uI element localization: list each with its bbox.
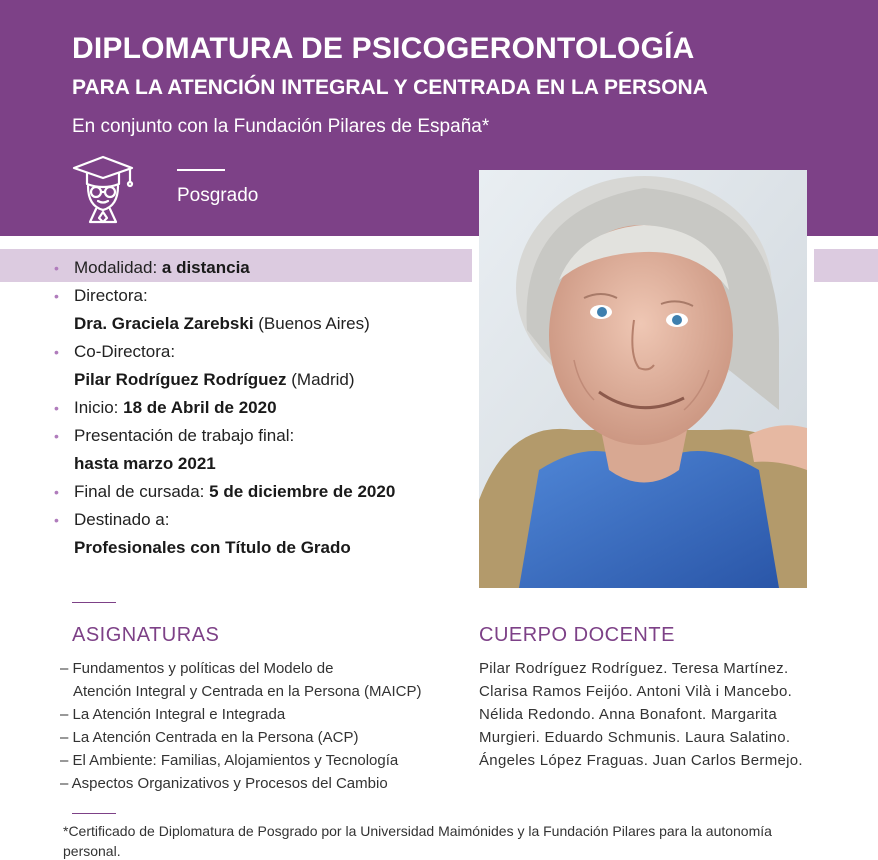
footnote: *Certificado de Diplomatura de Posgrado por la Universidad Maimónides y la Fundación Pilares para la autonomía personal.: [63, 823, 772, 859]
section-divider: [72, 602, 116, 603]
level-label: Posgrado: [177, 185, 259, 206]
info-codirectora-name: Pilar Rodríguez Rodríguez (Madrid): [74, 370, 355, 389]
footnote-divider: [72, 813, 116, 814]
info-directora-name: Dra. Graciela Zarebski (Buenos Aires): [74, 314, 370, 333]
info-modalidad: • Modalidad: a distancia: [54, 254, 395, 282]
list-item: – La Atención Integral e Integrada: [60, 706, 286, 723]
list-item: Atención Integral y Centrada en la Persona (MAICP): [73, 683, 422, 700]
info-final: • Final de cursada: 5 de diciembre de 2020: [54, 478, 395, 506]
info-presentacion-value: hasta marzo 2021: [74, 454, 216, 473]
info-destinado-value: Profesionales con Título de Grado: [74, 538, 351, 557]
cuerpo-docente-heading: CUERPO DOCENTE: [479, 624, 675, 646]
info-inicio: • Inicio: 18 de Abril de 2020: [54, 394, 395, 422]
asignaturas-heading: ASIGNATURAS: [72, 624, 220, 646]
graduate-icon: [70, 154, 136, 224]
info-directora: • Directora:: [54, 282, 395, 310]
page-title: DIPLOMATURA DE PSICOGERONTOLOGÍA: [72, 32, 695, 65]
info-destinado: • Destinado a:: [54, 506, 395, 534]
list-item: – Aspectos Organizativos y Procesos del Cambio: [60, 775, 388, 792]
subtitle: En conjunto con la Fundación Pilares de España*: [72, 116, 490, 137]
info-presentacion: • Presentación de trabajo final:: [54, 422, 395, 450]
page-title-line2: PARA LA ATENCIÓN INTEGRAL Y CENTRADA EN LA PERSONA: [72, 76, 708, 99]
asignaturas-list: [60, 657, 422, 795]
elderly-woman-photo: [479, 170, 807, 588]
list-item: – La Atención Centrada en la Persona (ACP): [60, 729, 359, 746]
level-divider: [177, 169, 225, 171]
cuerpo-docente-text: Pilar Rodríguez Rodríguez. Teresa Martínez. Clarisa Ramos Feijóo. Antoni Vilà i Mancebo. Nélida Redondo. Anna Bonafont. Margarita Murgieri. Eduardo Schmunis. Laura Salatino. Ángeles López Fraguas. Juan Carlos Bermejo.: [479, 660, 803, 769]
highlight-strip-right: [814, 249, 878, 282]
list-item: – Fundamentos y políticas del Modelo de: [60, 660, 334, 677]
list-item: – El Ambiente: Familias, Alojamientos y Tecnología: [60, 752, 399, 769]
course-info-list: [54, 254, 395, 562]
info-codirectora: • Co-Directora:: [54, 338, 395, 366]
